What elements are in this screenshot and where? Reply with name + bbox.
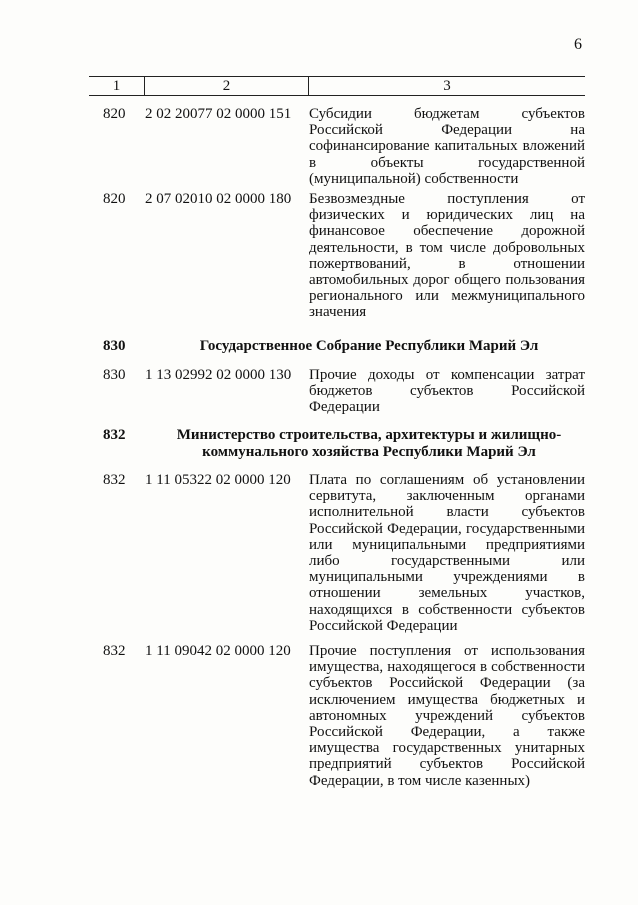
admin-code: 820 (103, 191, 126, 207)
revenue-description: Безвозмездные поступления от физических и юридических лиц на финансовое обеспечение дорожной деятельности, в том числе добровольных пожертвований, в отношении автомобильных дорог общего пользования регионального или межмуниципального значения (309, 191, 585, 321)
revenue-code: 1 13 02992 02 0000 130 (145, 367, 292, 383)
revenue-description: Прочие поступления от использования имущества, находящегося в собственности субъектов Российской Федерации (за исключением имущества бюджетных и автономных учреждений субъектов Российской Федерации, а также имущества государственных унитарных предприятий субъектов Российской Федерации, в том числе казенных) (309, 643, 585, 789)
admin-code: 830 (103, 367, 126, 383)
revenue-description: Субсидии бюджетам субъектов Российской Федерации на софинансирование капитальных вложений в объекты государственной (муниципальной) собственности (309, 106, 585, 187)
section-code: 830 (103, 338, 126, 354)
header-col-2: 2 (145, 77, 309, 95)
revenue-description: Прочие доходы от компенсации затрат бюджетов субъектов Российской Федерации (309, 367, 585, 416)
page-number: 6 (574, 36, 582, 53)
table-header (89, 76, 585, 96)
header-col-3: 3 (443, 78, 451, 94)
revenue-code: 1 11 05322 02 0000 120 (145, 472, 291, 488)
admin-code: 832 (103, 643, 126, 659)
revenue-code: 2 07 02010 02 0000 180 (145, 191, 292, 207)
section-code: 832 (103, 427, 126, 443)
section-title: Государственное Собрание Республики Марий Эл (199, 338, 539, 354)
section-title: Министерство строительства, архитектуры и жилищно-коммунального хозяйства Республики Марий Эл (176, 427, 562, 460)
revenue-code: 2 02 20077 02 0000 151 (145, 106, 292, 122)
revenue-description: Плата по соглашениям об установлении сервитута, заключенным органами исполнительной власти субъектов Российской Федерации, государственными или муниципальными предприятиями либо государственными или муниципальными учреждениями в отношении земельных участков, находящихся в собственности субъектов Российской Федерации (309, 472, 585, 634)
header-col-1: 1 (89, 77, 145, 95)
admin-code: 832 (103, 472, 126, 488)
admin-code: 820 (103, 106, 126, 122)
revenue-code: 1 11 09042 02 0000 120 (145, 643, 291, 659)
